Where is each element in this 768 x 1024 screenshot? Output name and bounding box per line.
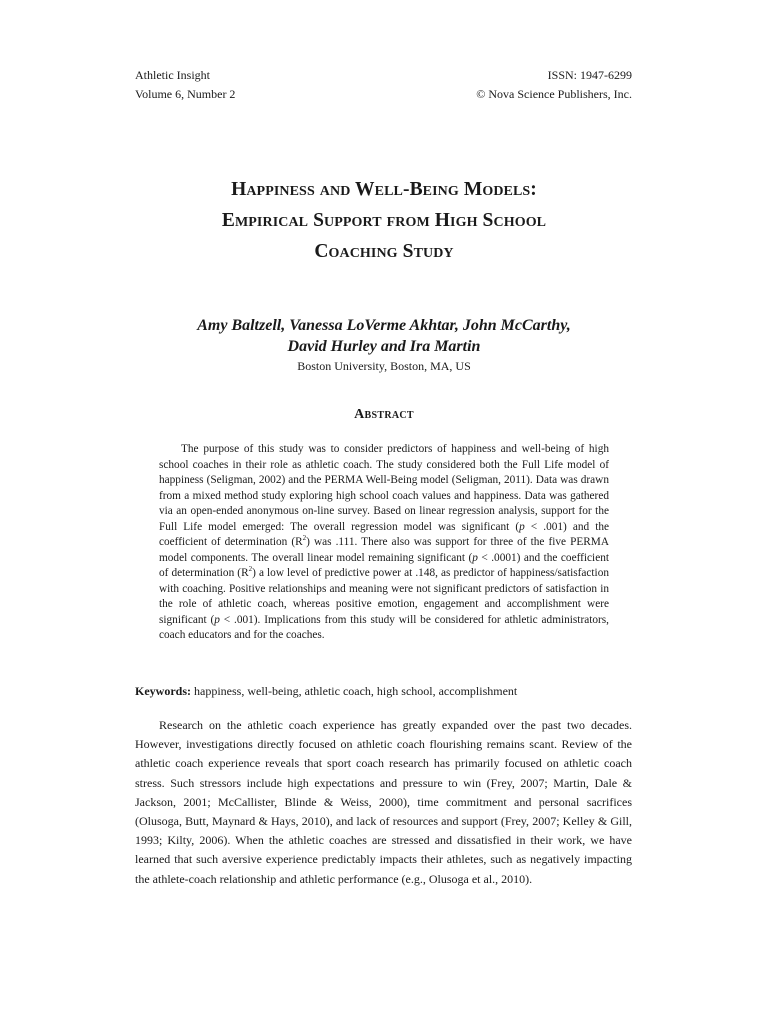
abstract-segment: The purpose of this study was to consider predictors of happiness and well-being of high school coaches in their role as athletic coach. The study considered both the Full Life model of happiness (Seligman, 2002) and the PERMA Well-Being model (Seligman, 2011). Data was drawn from a mixed method study exploring high school coach values and happiness. Data was gathered via an open-ended anonymous on-line survey. Based on linear regression analysis, support for the Full Life model emerged: The overall regression model was significant ( <box>159 443 609 533</box>
keywords-label: Keywords: <box>135 684 191 698</box>
title-line-3: Coaching Study <box>314 241 454 262</box>
body-paragraph: Research on the athletic coach experience has greatly expanded over the past two decades. However, investigations directly focused on athletic coach flourishing remains scant. Review of the athletic coach experience reveals that sport coach research has primarily focused on athletic coach stress. Such stressors include high expectations and pressure to win (Frey, 2007; Martin, Dale & Jackson, 2001; McCallister, Blinde & Weiss, 2000), time commitment and personal sacrifices (Olusoga, Butt, Maynard & Hays, 2010), and lack of resources and support (Frey, 2007; Kelley & Gill, 1993; Kilty, 2006). When the athletic coaches are stressed and dissatisfied in their work, we have learned that such aversive experience predictably impacts their athletes, such as negatively impacting the athlete-coach relationship and athletic performance (e.g., Olusoga et al., 2010). <box>135 718 632 886</box>
journal-name: Athletic Insight <box>135 68 210 82</box>
title-line-1: Happiness and Well-Being Models: <box>231 179 537 200</box>
abstract-p-value: p <box>214 613 220 626</box>
superscript: 2 <box>302 534 307 543</box>
abstract-segment: ) was .111. There also was support for three of the five PERMA model components. The overall linear model remaining significant ( <box>159 536 609 564</box>
abstract-heading: Abstract <box>354 407 414 422</box>
publisher: © Nova Science Publishers, Inc. <box>476 87 632 101</box>
title-line-2: Empirical Support from High School <box>221 210 547 231</box>
abstract-text <box>159 442 609 644</box>
authors-line-2: David Hurley and Ira Martin <box>287 338 481 355</box>
authors-line-1: Amy Baltzell, Vanessa LoVerme Akhtar, John McCarthy, <box>197 317 571 334</box>
keywords-text: happiness, well-being, athletic coach, high school, accomplishment <box>191 684 518 698</box>
running-header-left <box>135 66 235 104</box>
issn: ISSN: 1947-6299 <box>547 68 632 82</box>
affiliation: Boston University, Boston, MA, US <box>297 359 471 373</box>
superscript: 2 <box>248 565 253 574</box>
keywords <box>135 683 635 699</box>
abstract-segment: < .0001) and the coefficient of determination (R <box>159 551 610 579</box>
abstract-segment: < .001) and the coefficient of determination (R <box>159 520 610 548</box>
author-list <box>100 315 668 357</box>
running-header-right <box>476 66 632 104</box>
volume-number: Volume 6, Number 2 <box>135 87 236 101</box>
abstract-segment: ) a low level of predictive power at .148, as predictor of happiness/satisfaction with coaching. Positive relationships and meaning were not significant predictors of satisfaction in the role of athletic coach, whereas positive emotion, engagement and accomplishment were significant ( <box>159 567 609 626</box>
abstract-p-value: p <box>519 520 525 533</box>
abstract-p-value: p <box>472 551 478 564</box>
paper-title <box>100 174 668 267</box>
abstract-segment: < .001). Implications from this study will be considered for athletic administrators, coach educators and for the coaches. <box>159 613 609 641</box>
